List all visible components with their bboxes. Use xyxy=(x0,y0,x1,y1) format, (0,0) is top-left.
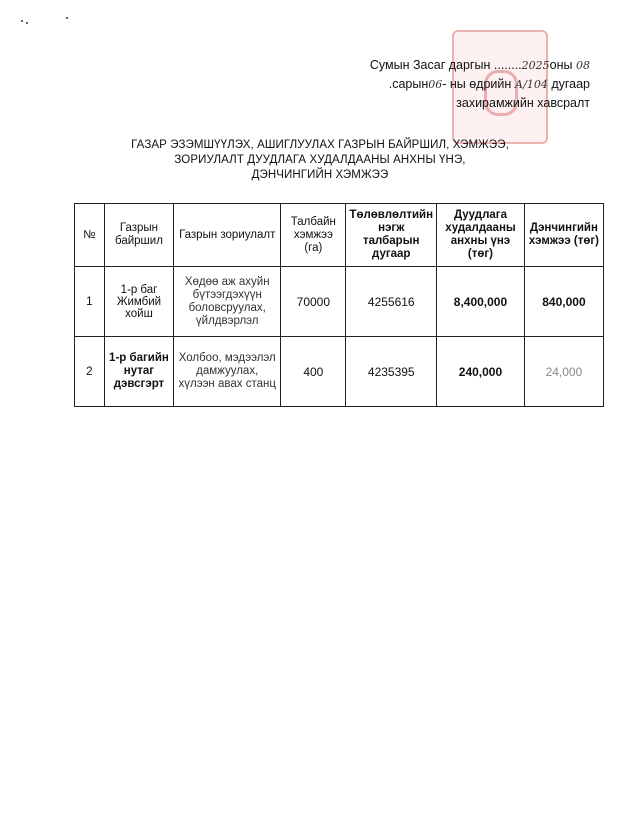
cell-purpose: Холбоо, мэдээлэл дамжуулах, хүлээн авах станц xyxy=(174,337,281,407)
title-line-2: ЗОРИУЛАЛТ ДУУДЛАГА ХУДАЛДААНЫ АНХНЫ ҮНЭ, xyxy=(174,154,466,166)
handwritten-day: 06 xyxy=(428,78,443,91)
cell-area: 400 xyxy=(281,337,346,407)
cell-no: 2 xyxy=(75,337,105,407)
cell-purpose: Хөдөө аж ахуйн бүтээгдэхүүн боловсруулах, үйлдвэрлэл xyxy=(174,267,281,337)
scan-speck xyxy=(21,20,23,22)
cell-location: 1-р багийн нутаг дэвсгэрт xyxy=(104,337,173,407)
cell-area: 70000 xyxy=(281,267,346,337)
header-start-price: Дуудлага худалдааны анхны үнэ (төг) xyxy=(437,204,525,267)
title-line-1: ГАЗАР ЭЗЭМШҮҮЛЭХ, АШИГЛУУЛАХ ГАЗРЫН БАЙРШИЛ, ХЭМЖЭЭ, xyxy=(131,139,509,151)
title-line-3: ДЭНЧИНГИЙН ХЭМЖЭЭ xyxy=(251,169,389,181)
header-deposit: Дэнчингийн хэмжээ (төг) xyxy=(524,204,603,267)
table-row xyxy=(75,337,604,407)
header-line-2: .сарын06- ны өдрийн А/104 дугаар xyxy=(388,77,590,91)
cell-start-price: 240,000 xyxy=(437,337,525,407)
header-area: Талбайн хэмжээ (га) xyxy=(281,204,346,267)
scan-speck xyxy=(26,22,28,24)
appendix-header xyxy=(330,56,590,113)
header-no: № xyxy=(75,204,105,267)
table-row xyxy=(75,267,604,337)
header-parcel: Төлөвлөлтийн нэгж талбарын дугаар xyxy=(346,204,437,267)
cell-deposit: 24,000 xyxy=(524,337,603,407)
cell-parcel: 4235395 xyxy=(346,337,437,407)
cell-location: 1-р баг Жимбий хойш xyxy=(104,267,173,337)
table-header-row xyxy=(75,204,604,267)
document-title xyxy=(120,138,520,183)
header-line-3: захирамжийн хавсралт xyxy=(456,96,590,110)
header-purpose: Газрын зориулалт xyxy=(174,204,281,267)
handwritten-number: А/104 xyxy=(514,78,548,91)
land-auction-table xyxy=(74,203,604,407)
scan-speck xyxy=(66,17,68,19)
header-line-1: Сумын Засаг даргын ........2025оны 08 xyxy=(369,58,590,72)
handwritten-month: 08 xyxy=(576,59,590,72)
cell-deposit: 840,000 xyxy=(524,267,603,337)
header-location: Газрын байршил xyxy=(104,204,173,267)
cell-parcel: 4255616 xyxy=(346,267,437,337)
cell-no: 1 xyxy=(75,267,105,337)
cell-start-price: 8,400,000 xyxy=(437,267,525,337)
handwritten-year: 2025 xyxy=(521,59,550,72)
